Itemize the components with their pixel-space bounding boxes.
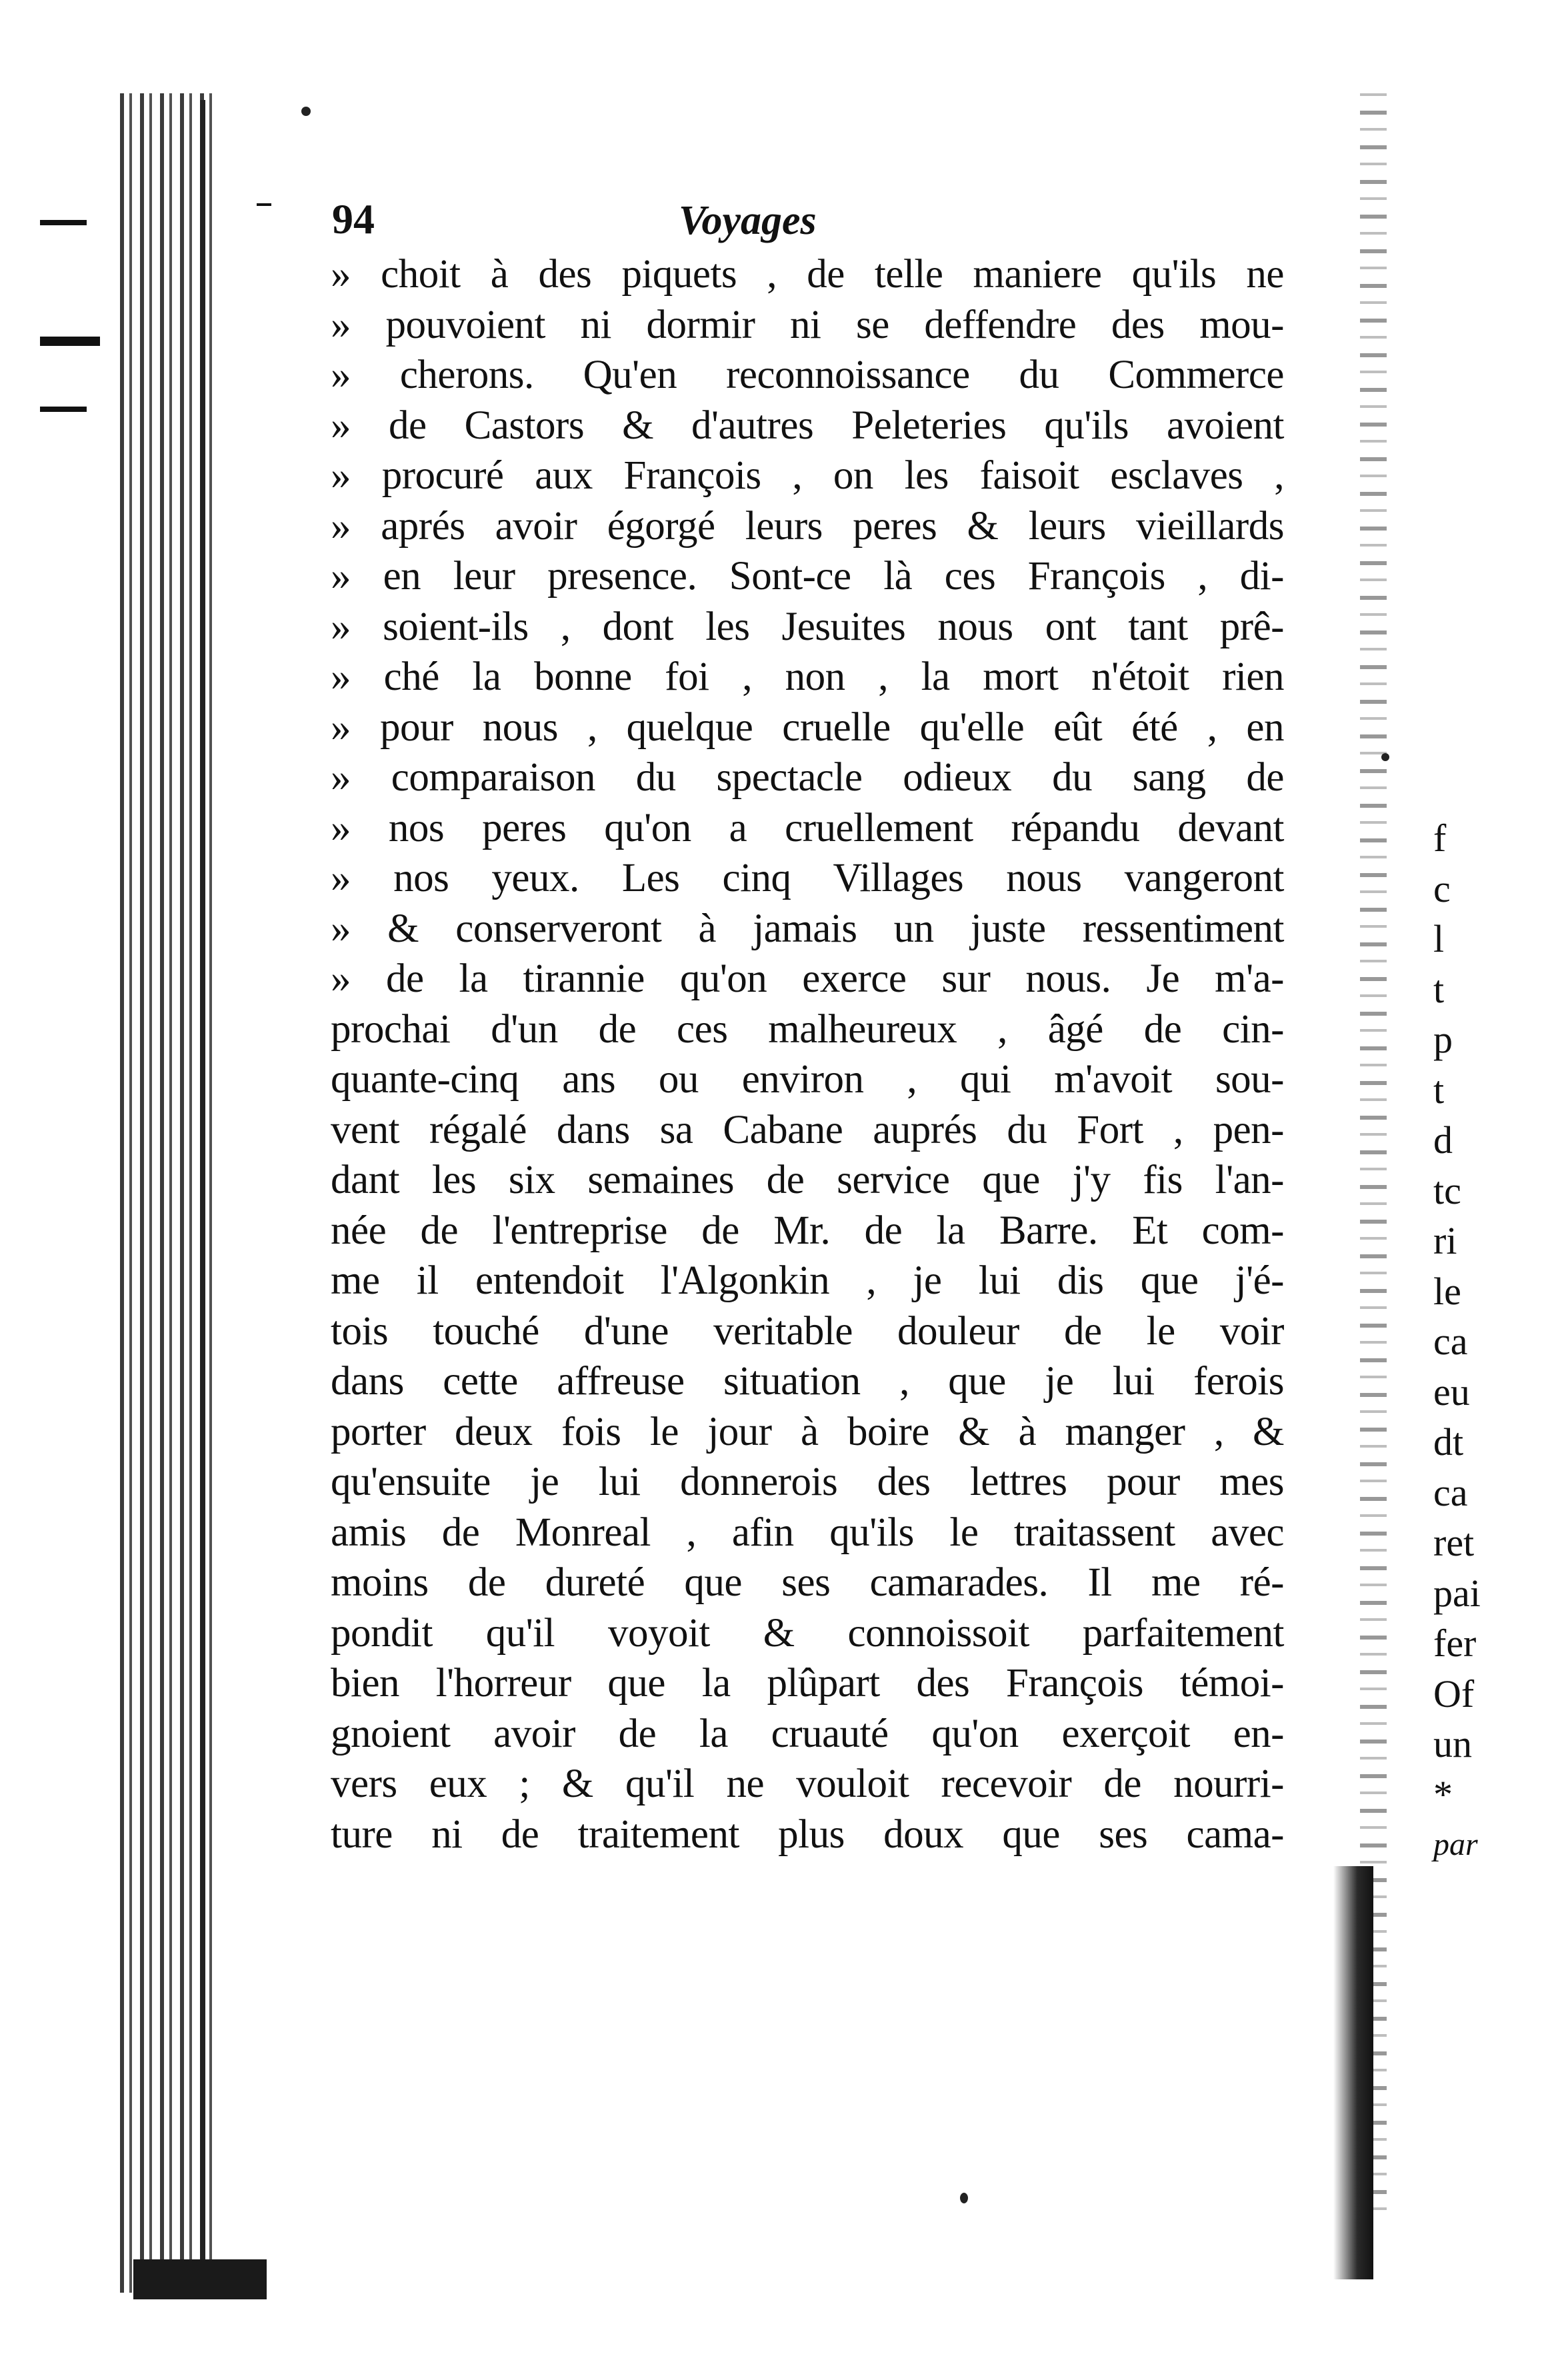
gutter-bottom-shadow [133,2259,267,2299]
text-line: » aprés avoir égorgé leurs peres & leurs vieillards [331,503,1284,549]
margin-fragment: ri [1433,1219,1457,1262]
margin-fragment: dt [1433,1420,1464,1464]
text-line: » ché la bonne foi , non , la mort n'étoit rien [331,654,1284,699]
text-line: me il entendoit l'Algonkin , je lui dis que j'é- [331,1258,1284,1303]
margin-fragment: t [1433,967,1445,1011]
text-line: quante-cinq ans ou environ , qui m'avoit sou- [331,1057,1284,1102]
text-line: » procuré aux François , on les faisoit esclaves , [331,453,1284,498]
gutter-edge [200,100,205,2286]
text-line: porter deux fois le jour à boire & à manger , & [331,1409,1284,1454]
text-line: dant les six semaines de service que j'y fis l'an- [331,1158,1284,1202]
speck [301,107,311,116]
text-line: » soient-ils , dont les Jesuites nous ont tant prê- [331,604,1284,649]
text-line: » de Castors & d'autres Peleteries qu'ils avoient [331,403,1284,448]
margin-fragment: le [1433,1269,1461,1313]
margin-fragment: ret [1433,1521,1475,1564]
text-line: vers eux ; & qu'il ne vouloit recevoir de nourri- [331,1762,1284,1806]
running-header [332,195,1319,255]
running-head-title: Voyages [679,198,817,243]
margin-fragment: fer [1433,1622,1477,1665]
margin-fragment: p [1433,1018,1453,1061]
facing-page-shadow [1333,1866,1373,2279]
binding-gutter [120,93,213,2293]
margin-fragment: l [1433,917,1445,960]
text-line: » en leur presence. Sont-ce là ces François , di- [331,554,1284,598]
text-line: » nos yeux. Les cinq Villages nous vangeront [331,856,1284,900]
margin-fragment: c [1433,866,1451,910]
speck [1381,753,1389,761]
text-line: née de l'entreprise de Mr. de la Barre. Et com- [331,1208,1284,1253]
text-line: amis de Monreal , afin qu'ils le traitassent avec [331,1510,1284,1555]
margin-fragment: * [1433,1772,1453,1816]
page-number: 94 [332,195,375,243]
margin-fragment: f [1433,816,1447,860]
body-text [331,249,1284,1859]
text-line: » pour nous , quelque cruelle qu'elle eût été , en [331,704,1284,750]
text-line: » comparaison du spectacle odieux du sang de [331,755,1284,800]
speck [960,2193,968,2203]
text-line: prochai d'un de ces malheureux , âgé de cin- [331,1006,1284,1052]
margin-fragment: pai [1433,1571,1481,1615]
text-line: qu'ensuite je lui donnerois des lettres pour mes [331,1460,1284,1504]
text-line: ture ni de traitement plus doux que ses cama- [331,1811,1284,1857]
text-line: dans cette affreuse situation , que je lui ferois [331,1359,1284,1404]
margin-fragment: t [1433,1068,1445,1112]
margin-fragment: par [1433,1827,1478,1862]
text-line: gnoient avoir de la cruauté qu'on exerçoit en- [331,1711,1284,1756]
edge-mark [40,337,100,346]
margin-fragment: Of [1433,1672,1475,1716]
text-line: vent régalé dans sa Cabane auprés du Fort , pen- [331,1107,1284,1152]
margin-fragment: eu [1433,1370,1470,1414]
text-line: » pouvoient ni dormir ni se deffendre des mou- [331,302,1284,347]
margin-fragment: tc [1433,1168,1461,1212]
margin-fragment: ca [1433,1470,1468,1514]
text-line: » & conserveront à jamais un juste ressentiment [331,906,1284,951]
text-line: » nos peres qu'on a cruellement répandu devant [331,805,1284,850]
facing-page-fragments [1433,813,1540,1870]
edge-mark [40,407,87,412]
margin-fragment: ca [1433,1320,1468,1363]
text-line: » de la tirannie qu'on exerce sur nous. Je m'a- [331,956,1284,1001]
text-line: moins de dureté que ses camarades. Il me ré- [331,1560,1284,1605]
margin-fragment: d [1433,1118,1453,1162]
text-line: » cherons. Qu'en reconnoissance du Commerce [331,353,1284,397]
margin-fragment: un [1433,1722,1472,1766]
text-line: » choit à des piquets , de telle maniere qu'ils ne [331,252,1284,297]
text-line: pondit qu'il voyoit & connoissoit parfaitement [331,1610,1284,1656]
edge-mark [40,220,87,225]
text-line: tois touché d'une veritable douleur de le voir [331,1308,1284,1354]
text-line: bien l'horreur que la plûpart des François témoi- [331,1661,1284,1706]
edge-mark [257,203,271,206]
